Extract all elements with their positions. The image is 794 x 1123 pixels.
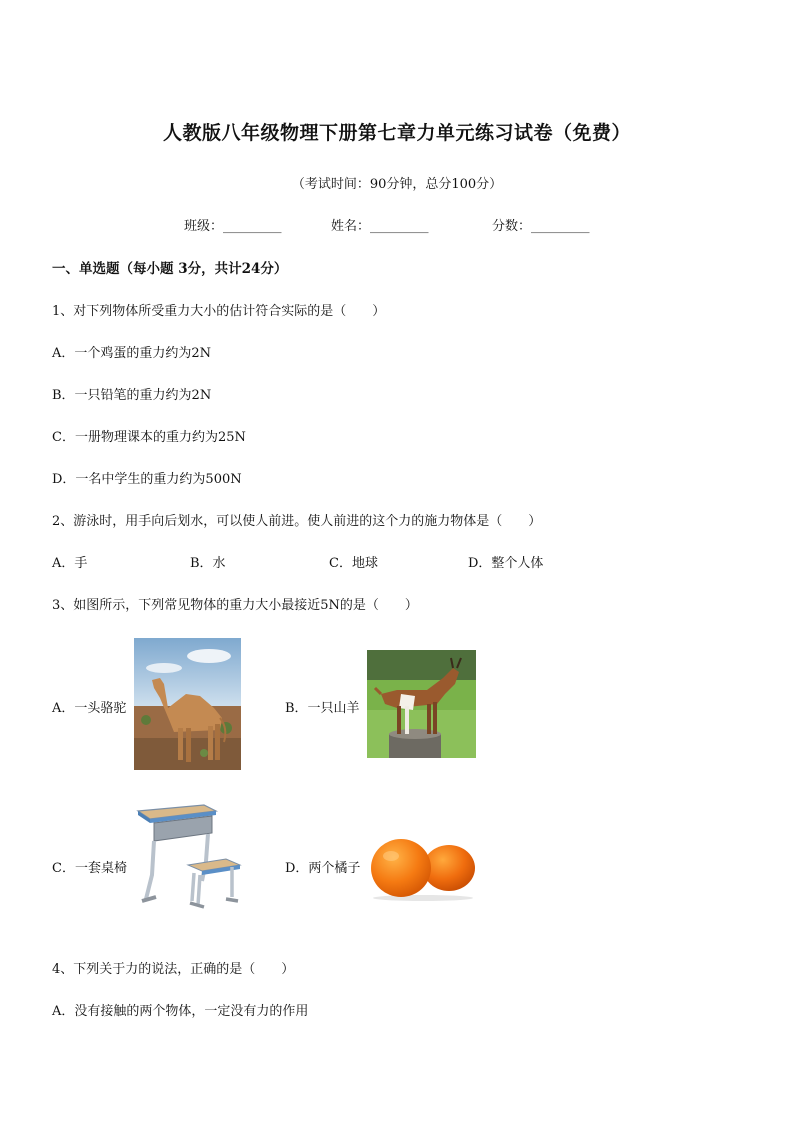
question-1-option-a: A．一个鸡蛋的重力约为2N xyxy=(52,346,212,361)
question-3-option-c: C．一套桌椅 xyxy=(52,861,127,876)
question-4-stem: 4、下列关于力的说法，正确的是（ ） xyxy=(52,962,295,977)
desk-chair-image xyxy=(134,801,244,911)
question-1-option-d: D．一名中学生的重力约为500N xyxy=(52,472,242,487)
question-1-option-b: B．一只铅笔的重力约为2N xyxy=(52,388,212,403)
question-4-option-a: A．没有接触的两个物体，一定没有力的作用 xyxy=(52,1004,309,1019)
score-field: 分数：_________ xyxy=(492,219,590,234)
question-1-option-c: C．一册物理课本的重力约为25N xyxy=(52,430,246,445)
question-3-stem: 3、如图所示，下列常见物体的重力大小最接近5N的是（ ） xyxy=(52,598,418,613)
question-3-option-a: A．一头骆驼 xyxy=(52,701,127,716)
question-2-option-b: B．水 xyxy=(190,556,226,571)
question-2-option-c: C．地球 xyxy=(329,556,378,571)
goat-image xyxy=(367,650,476,758)
question-2-option-a: A．手 xyxy=(52,556,88,571)
question-3-option-b: B．一只山羊 xyxy=(285,701,360,716)
oranges-image xyxy=(367,832,479,902)
exam-subtitle: （考试时间：90分钟，总分100分） xyxy=(291,177,503,192)
section-heading: 一、单选题（每小题 3分，共计24分） xyxy=(52,261,288,277)
question-3-option-d: D．两个橘子 xyxy=(285,861,361,876)
camel-image xyxy=(134,638,241,770)
name-field: 姓名：_________ xyxy=(331,219,429,234)
question-1-stem: 1、对下列物体所受重力大小的估计符合实际的是（ ） xyxy=(52,304,386,319)
class-field: 班级：_________ xyxy=(184,219,282,234)
page-title: 人教版八年级物理下册第七章力单元练习试卷（免费） xyxy=(162,122,631,144)
question-2-stem: 2、游泳时，用手向后划水，可以使人前进。使人前进的这个力的施力物体是（ ） xyxy=(52,514,542,529)
question-2-option-d: D．整个人体 xyxy=(468,556,544,571)
